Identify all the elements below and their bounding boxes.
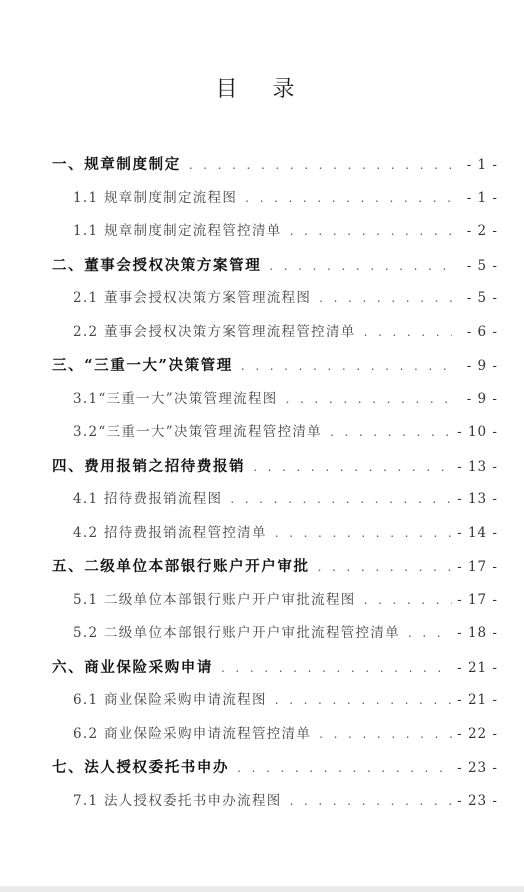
toc-subsection-entry[interactable] [52,416,498,450]
toc-subsection-entry[interactable] [52,584,498,618]
toc-dot-leader [319,282,452,316]
toc-dot-leader [269,250,452,283]
toc-page-number: - 23 - [457,760,498,776]
toc-page-number: - 21 - [457,659,498,676]
toc-page-number: - 9 - [466,390,498,407]
toc-dot-leader [364,584,452,618]
toc-entry-label: 3.2“三重一大”决策管理流程管控清单 [73,424,322,440]
toc-dot-leader [221,652,452,685]
toc-entry-label: 1.1 规章制度制定流程图 [73,189,238,206]
page-bottom-edge [0,886,524,892]
toc-page-number: - 13 - [457,491,498,507]
toc-page-number: - 13 - [457,458,498,475]
toc-section-entry[interactable] [52,450,498,484]
toc-page-number: - 21 - [457,692,498,708]
toc-entry-label: 一、规章制度制定 [52,156,181,173]
toc-dot-leader [189,149,452,182]
toc-entry-label: 5.2 二级单位本部银行账户开户审批流程管控清单 [73,625,400,641]
toc-entry-label: 二、董事会授权决策方案管理 [52,256,262,274]
toc-subsection-entry[interactable] [52,316,498,350]
toc-dot-leader [290,215,452,249]
toc-subsection-entry[interactable] [52,617,498,651]
toc-subsection-entry[interactable] [52,517,498,551]
toc-page-number: - 10 - [457,424,498,440]
table-of-contents [52,148,498,818]
toc-dot-leader [408,617,452,651]
toc-dot-leader [330,416,452,450]
toc-dot-leader [237,752,452,785]
toc-page-number: - 1 - [466,157,498,173]
toc-section-entry[interactable] [52,751,498,785]
toc-page-number: - 18 - [457,625,498,641]
toc-subsection-entry[interactable] [52,483,498,517]
toc-page-number: - 5 - [466,257,498,274]
toc-page-number: - 1 - [466,189,498,206]
toc-entry-label: 七、法人授权委托书申办 [52,759,230,776]
toc-entry-label: 2.2 董事会授权决策方案管理流程管控清单 [73,323,356,340]
toc-entry-label: 四、费用报销之招待费报销 [52,457,246,475]
toc-subsection-entry[interactable] [52,718,498,752]
toc-page-number: - 6 - [466,323,498,340]
toc-subsection-entry[interactable] [52,215,498,249]
toc-page-number: - 14 - [457,524,498,541]
toc-dot-leader [245,182,452,216]
toc-entry-label: 三、“三重一大”决策管理 [52,357,233,374]
toc-page-number: - 17 - [457,559,498,575]
toc-section-entry[interactable] [52,550,498,584]
toc-dot-leader [364,316,452,350]
toc-entry-label: 7.1 法人授权委托书申办流程图 [73,792,282,809]
toc-dot-leader [275,517,452,551]
toc-page-number: - 5 - [466,290,498,306]
toc-section-entry[interactable] [52,349,498,383]
toc-dot-leader [319,718,452,752]
page-title: 目 录 [215,77,309,102]
toc-dot-leader [275,684,452,718]
toc-entry-label: 五、二级单位本部银行账户开户审批 [52,558,310,575]
toc-entry-label: 5.1 二级单位本部银行账户开户审批流程图 [73,591,356,608]
toc-subsection-entry[interactable] [52,383,498,417]
toc-entry-label: 3.1“三重一大”决策管理流程图 [73,390,278,407]
toc-entry-label: 6.2 商业保险采购申请流程管控清单 [73,725,312,742]
toc-section-entry[interactable] [52,651,498,685]
toc-entry-label: 4.1 招待费报销流程图 [73,491,223,507]
toc-page-number: - 17 - [457,591,498,608]
toc-page-number: - 2 - [466,223,498,239]
toc-subsection-entry[interactable] [52,785,498,819]
toc-section-entry[interactable] [52,148,498,182]
toc-page-number: - 22 - [457,725,498,742]
toc-subsection-entry[interactable] [52,282,498,316]
toc-page-number: - 9 - [466,358,498,374]
toc-entry-label: 六、商业保险采购申请 [52,658,213,676]
toc-dot-leader [286,383,452,417]
toc-section-entry[interactable] [52,249,498,283]
toc-entry-label: 4.2 招待费报销流程管控清单 [73,524,267,541]
toc-dot-leader [318,551,452,584]
toc-dot-leader [290,785,452,819]
toc-dot-leader [230,483,452,517]
toc-entry-label: 6.1 商业保险采购申请流程图 [73,692,267,708]
toc-entry-label: 2.1 董事会授权决策方案管理流程图 [73,290,312,306]
toc-page-number: - 23 - [457,792,498,809]
toc-dot-leader [253,451,452,484]
toc-subsection-entry[interactable] [52,684,498,718]
toc-entry-label: 1.1 规章制度制定流程管控清单 [73,223,282,239]
toc-dot-leader [241,350,452,383]
toc-subsection-entry[interactable] [52,182,498,216]
